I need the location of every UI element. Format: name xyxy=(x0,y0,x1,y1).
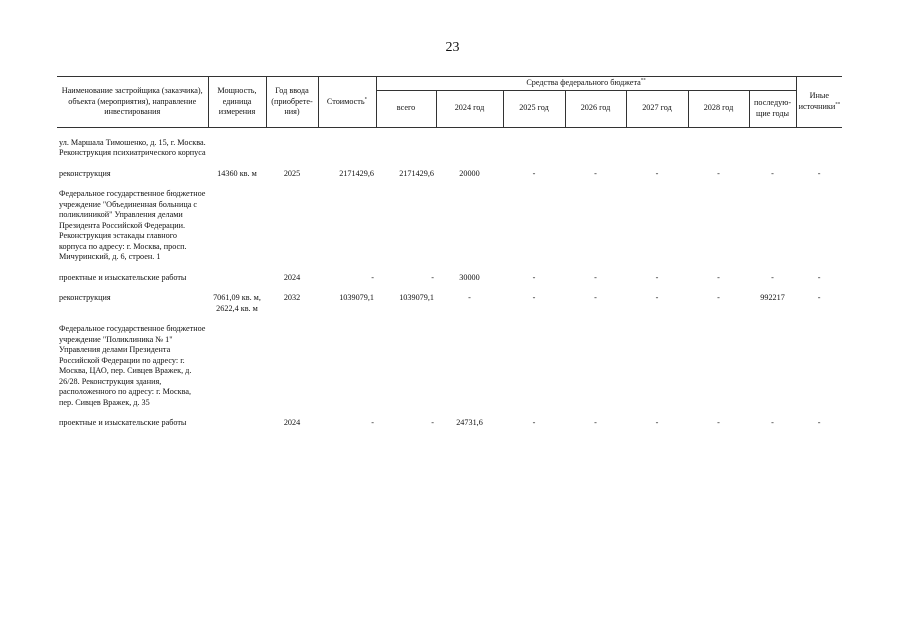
row-2028: - xyxy=(717,272,720,282)
row-2028: - xyxy=(717,418,720,427)
row-2026: - xyxy=(594,293,597,302)
table-row xyxy=(57,324,842,408)
row-2025: - xyxy=(532,418,536,427)
row-2027: - xyxy=(655,418,659,427)
header-later: последую-щие годы xyxy=(749,90,796,127)
row-2027: - xyxy=(655,168,659,178)
row-name: проектные и изыскательские работы xyxy=(59,418,187,427)
row-capacity: 14360 кв. м xyxy=(217,168,257,178)
row-other: - xyxy=(817,272,821,282)
row-capacity xyxy=(208,418,266,429)
row-2027: - xyxy=(655,272,659,282)
row-2024: 20000 xyxy=(459,168,480,178)
row-year: 2025 xyxy=(283,168,301,178)
row-other: - xyxy=(817,293,821,302)
row-other: - xyxy=(817,168,821,178)
row-total: 2171429,6 xyxy=(399,168,434,178)
header-name: Наименование застройщика (заказчика), объекта (мероприятия), направление инвестирования xyxy=(57,77,208,128)
table-row xyxy=(57,169,842,180)
row-total: 1039079,1 xyxy=(399,293,434,302)
row-later: - xyxy=(771,168,774,178)
row-2028: - xyxy=(717,293,720,302)
row-year: 2032 xyxy=(283,293,301,302)
row-later: - xyxy=(771,418,774,427)
table-header xyxy=(57,77,842,128)
investment-table xyxy=(57,76,842,429)
row-2025: - xyxy=(532,272,536,282)
row-cost: - xyxy=(371,272,374,282)
row-2024: 24731,6 xyxy=(456,418,483,427)
row-later: - xyxy=(771,272,774,282)
header-year: Год ввода (приобрете-ния) xyxy=(266,77,318,128)
row-2024: 30000 xyxy=(459,272,480,282)
row-2028: - xyxy=(717,168,720,178)
header-federal: Средства федерального бюджета** xyxy=(376,77,796,91)
header-2026: 2026 год xyxy=(565,90,626,127)
row-name: реконструкция xyxy=(59,293,111,302)
header-cost: Стоимость* xyxy=(318,77,376,128)
row-year: 2024 xyxy=(283,418,301,427)
row-later: 992217 xyxy=(760,293,785,302)
row-cost: 2171429,6 xyxy=(339,168,374,178)
row-total: - xyxy=(431,418,434,427)
row-year: 2024 xyxy=(283,272,301,282)
header-capacity: Мощность, единица измерения xyxy=(208,77,266,128)
table-row xyxy=(57,293,842,314)
header-other: Иные источники** xyxy=(796,77,842,128)
row-name: ул. Маршала Тимошенко, д. 15, г. Москва. Реконструкция психиатрического корпуса xyxy=(59,137,206,157)
row-capacity xyxy=(208,273,266,284)
row-2024: - xyxy=(468,293,471,302)
row-cost: 1039079,1 xyxy=(339,293,374,302)
table-row xyxy=(57,189,842,263)
row-2026: - xyxy=(594,272,597,282)
row-other: - xyxy=(817,418,821,427)
header-total: всего xyxy=(376,90,436,127)
row-total: - xyxy=(431,272,434,282)
row-2026: - xyxy=(594,418,597,427)
table-row xyxy=(57,273,842,284)
row-name: проектные и изыскательские работы xyxy=(59,272,187,282)
row-2025: - xyxy=(532,168,536,178)
header-2025: 2025 год xyxy=(503,90,565,127)
header-2027: 2027 год xyxy=(626,90,688,127)
row-cost: - xyxy=(371,418,374,427)
header-2028: 2028 год xyxy=(688,90,749,127)
page-number: 23 xyxy=(445,40,460,55)
row-2025: - xyxy=(532,293,536,302)
table-row xyxy=(57,138,842,159)
row-2027: - xyxy=(655,293,659,302)
table-body xyxy=(57,127,842,429)
row-name: Федеральное государственное бюджетное учреждение "Поликлиника № 1" Управления делами Президента Российской Федерации по адресу: г. Москва, ЦАО, пер. Сивцев Вражек, д. 26/28. Реконструкция здания, расположенного по адресу: г. Москва, пер. Сивцев Вражек, д. 35 xyxy=(59,324,206,407)
header-2024: 2024 год xyxy=(436,90,503,127)
row-name: реконструкция xyxy=(59,168,111,178)
row-name: Федеральное государственное бюджетное учреждение "Объединенная больница с поликлиникой" Управления делами Президента Российской Федерации. Реконструкция эстакады главного корпуса по адресу: г. Москва, просп. Мичуринский, д. 6, строен. 1 xyxy=(59,189,206,261)
table-row xyxy=(57,418,842,429)
row-2026: - xyxy=(594,168,597,178)
row-capacity: 7061,09 кв. м, 2622,4 кв. м xyxy=(213,293,261,313)
